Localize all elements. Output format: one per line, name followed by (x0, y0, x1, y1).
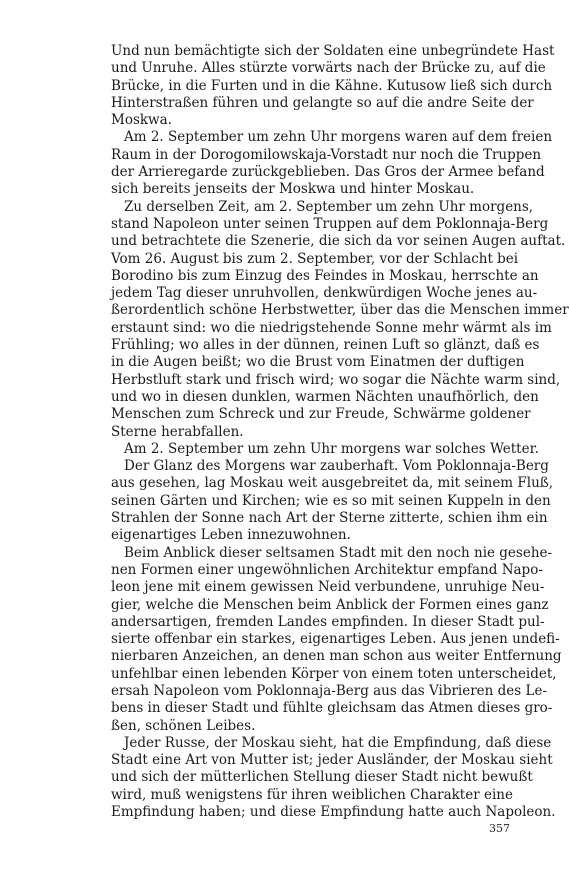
paragraph (111, 440, 539, 458)
text-line: sich bereits jenseits der Moskwa und hinter Moskau. (111, 181, 475, 198)
text-line: stand Napoleon unter seinen Truppen auf dem Poklonnaja-Berg (111, 215, 549, 232)
paragraph (111, 458, 554, 544)
text-line: Und nun bemächtigte sich der Soldaten eine unbegründete Hast (111, 43, 555, 59)
text-line: gier, welche die Menschen beim Anblick der Formen eines ganz (111, 596, 549, 613)
text-line: und Unruhe. Alles stürzte vorwärts nach der Brücke zu, auf die (111, 60, 546, 77)
text-line: in die Augen beißt; wo die Brust vom Einatmen der duftigen (111, 354, 525, 371)
text-line: Vom 26. August bis zum 2. September, vor der Schlacht bei (111, 250, 519, 267)
text-line: ßen, schönen Leibes. (111, 717, 256, 734)
text-line: sierte offenbar ein starkes, eigenartiges Leben. Aus jenen undefi- (111, 631, 560, 648)
text-line: wird, muß wenigstens für ihren weiblichen Charakter eine (111, 786, 513, 803)
text-line: Menschen zum Schreck und zur Freude, Schwärme goldener (111, 406, 531, 423)
text-line: Jeder Russe, der Moskau sieht, hat die Empfindung, daß diese (124, 734, 552, 751)
text-line: Moskwa. (111, 112, 172, 129)
paragraph (111, 43, 555, 129)
text-line: jedem Tag dieser unruhvollen, denkwürdigen Woche jenes au- (111, 285, 538, 302)
body-text (111, 43, 569, 821)
text-line: bens in dieser Stadt und fühlte gleichsam das Atmen dieses gro- (111, 700, 553, 717)
text-line: Sterne herabfallen. (111, 423, 244, 440)
text-line: Am 2. September um zehn Uhr morgens war solches Wetter. (124, 440, 539, 457)
text-line: Herbstluft stark und frisch wird; wo sogar die Nächte warm sind, (111, 371, 561, 388)
text-line: eigenartiges Leben innezuwohnen. (111, 527, 351, 544)
paragraph (111, 544, 562, 735)
text-line: nen Formen einer ungewöhnlichen Architektur empfand Napo- (111, 561, 543, 578)
text-line: aus gesehen, lag Moskau weit ausgebreitet da, mit seinem Fluß, (111, 475, 554, 492)
text-line: leon jene mit einem gewissen Neid verbundene, unruhige Neu- (111, 579, 545, 596)
text-line: seinen Gärten und Kirchen; wie es so mit seinen Kuppeln in den (111, 492, 551, 509)
text-line: Stadt eine Art von Mutter ist; jeder Ausländer, der Moskau sieht (111, 752, 553, 769)
text-line: Brücke, in die Furten und in die Kähne. Kutusow ließ sich durch (111, 77, 553, 94)
text-line: erstaunt sind: wo die niedrigstehende Sonne mehr wärmt als im (111, 319, 552, 336)
text-line: Empfindung haben; und diese Empfindung hatte auch Napoleon. (111, 804, 556, 821)
text-line: nierbaren Anzeichen, an denen man schon aus weiter Entfernung (111, 648, 562, 665)
text-line: Strahlen der Sonne nach Art der Sterne zitterte, schien ihm ein (111, 510, 548, 527)
text-line: Zu derselben Zeit, am 2. September um zehn Uhr morgens, (124, 198, 534, 215)
text-line: Hinterstraßen führen und gelangte so auf die andre Seite der (111, 94, 534, 111)
text-line: ersah Napoleon vom Poklonnaja-Berg aus das Vibrieren des Le- (111, 682, 548, 699)
text-line: und wo in diesen dunklen, warmen Nächten unaufhörlich, den (111, 388, 539, 405)
text-line: Der Glanz des Morgens war zauberhaft. Vom Poklonnaja-Berg (124, 458, 549, 475)
text-line: Frühling; wo alles in der dünnen, reinen Luft so glänzt, daß es (111, 337, 540, 354)
text-line: unfehlbar einen lebenden Körper von einem toten unterscheidet, (111, 665, 557, 682)
text-line: der Arrieregarde zurückgeblieben. Das Gros der Armee befand (111, 164, 545, 181)
page-number: 357 (489, 822, 510, 835)
text-line: ßerordentlich schöne Herbstwetter, über das die Menschen immer (111, 302, 569, 319)
text-line: und sich der mütterlichen Stellung dieser Stadt nicht bewußt (111, 769, 533, 786)
text-line: Raum in der Dorogomilowskaja-Vorstadt nur noch die Truppen (111, 146, 542, 163)
text-line: Borodino bis zum Einzug des Feindes in Moskau, herrschte an (111, 267, 539, 284)
paragraph (111, 198, 569, 441)
paragraph (111, 129, 553, 198)
paragraph (111, 734, 556, 821)
text-line: und betrachtete die Szenerie, die sich da vor seinen Augen auftat. (111, 233, 566, 250)
text-line: andersartigen, fremden Landes empfinden. In dieser Stadt pul- (111, 613, 545, 630)
text-line: Beim Anblick dieser seltsamen Stadt mit den noch nie gesehe- (124, 544, 553, 561)
text-line: Am 2. September um zehn Uhr morgens waren auf dem freien (124, 129, 553, 146)
